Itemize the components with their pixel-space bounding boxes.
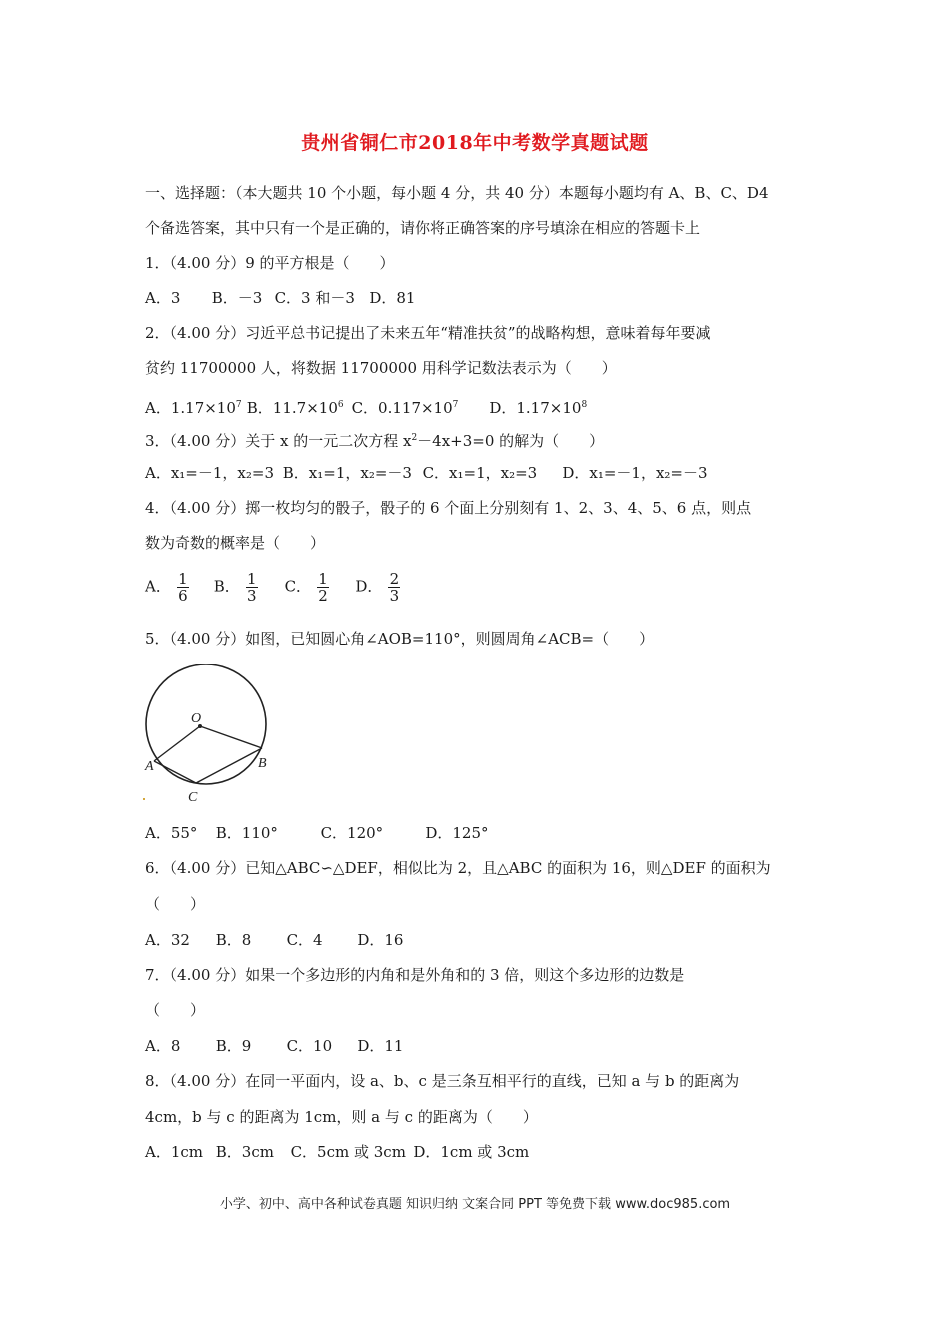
q2-option-b: B．$11.7\times 10^6$: [246, 399, 344, 417]
radius-oa: [154, 726, 200, 761]
q6-option-c: C．4: [286, 931, 323, 949]
question-4-options: [145, 571, 400, 604]
question-1-stem: 1．（4.00 分）9 的平方根是（ ）: [145, 254, 395, 272]
question-2-options: [145, 394, 587, 419]
q2-option-a: A．$1.17\times 10^7$: [145, 399, 242, 417]
question-2-stem-line-2: 贫约 11700000 人，将数据 11700000 用科学记数法表示为（ ）: [145, 359, 617, 377]
q4-option-c: C． $\frac{1}{2}$: [284, 570, 328, 605]
question-7-stem-line-1: 7．（4.00 分）如果一个多边形的内角和是外角和的 3 倍，则这个多边形的边数是: [145, 966, 685, 984]
q8-option-a: A．1cm: [145, 1143, 204, 1161]
q4-fraction-c: $\frac{1}{2}$: [318, 570, 328, 605]
q1-option-a: A．3: [145, 289, 181, 307]
q3-option-b: B．x₁=1，x₂=－3: [282, 464, 412, 482]
label-c: C: [188, 790, 198, 805]
question-4-stem-line-2: 数为奇数的概率是（ ）: [145, 534, 326, 552]
label-o: O: [191, 711, 202, 726]
q4-fraction-d: $\frac{2}{3}$: [389, 570, 400, 605]
q2-option-c: C．$0.117\times 10^7$: [351, 399, 459, 417]
q7-option-c: C．10: [286, 1037, 333, 1055]
question-3-stem: 3．（4.00 分）关于 x 的一元二次方程 $x^2-4x+3=0$ 的解为（ ）: [145, 432, 605, 450]
q4-fraction-b: $\frac{1}{3}$: [247, 570, 257, 605]
q3-option-c: C．x₁=1，x₂=3: [422, 464, 538, 482]
question-5-options: [145, 822, 489, 844]
label-a: A: [145, 759, 154, 774]
q2-option-d: D．$1.17\times 10^8$: [489, 399, 588, 417]
question-4-stem-line-1: 4．（4.00 分）掷一枚均匀的骰子，骰子的 6 个面上分别刻有 1、2、3、4、5、6 点，则点: [145, 499, 752, 517]
section-instructions-line-1: 一、选择题：（本大题共 10 个小题，每小题 4 分，共 40 分）本题每小题均有 A、B、C、D4: [145, 184, 769, 202]
q6-option-d: D．16: [357, 931, 404, 949]
q4-option-b: B． $\frac{1}{3}$: [213, 570, 257, 605]
radius-ob: [200, 726, 262, 748]
q1-option-c: C．3 和－3: [274, 289, 355, 307]
chord-cb: [196, 748, 262, 783]
question-8-stem-line-2: 4cm，b 与 c 的距离为 1cm，则 a 与 c 的距离为（ ）: [145, 1108, 538, 1126]
q3-option-d: D．x₁=－1，x₂=－3: [562, 464, 708, 482]
question-5-stem: 5．（4.00 分）如图，已知圆心角∠AOB=110°，则圆周角∠ACB=（ ）: [145, 630, 655, 648]
label-b: B: [258, 756, 267, 771]
q6-option-a: A．32: [145, 931, 190, 949]
q5-option-a: A．55°: [145, 824, 198, 842]
question-7-stem-line-2: （ ）: [145, 1001, 206, 1019]
q5-option-d: D．125°: [425, 824, 489, 842]
question-8-options: [145, 1141, 529, 1163]
q4-option-a: A． $\frac{1}{6}$: [145, 570, 188, 605]
page-title: 贵州省铜仁市2018年中考数学真题试题: [301, 132, 649, 154]
q5-option-b: B．110°: [215, 824, 278, 842]
q3-option-a: A．x₁=－1，x₂=3: [145, 464, 275, 482]
stray-dot: [143, 798, 145, 800]
q7-option-d: D．11: [357, 1037, 404, 1055]
q1-option-d: D．81: [369, 289, 416, 307]
q5-option-c: C．120°: [320, 824, 384, 842]
circle-angle-figure: [140, 664, 275, 812]
q4-option-d: D． $\frac{2}{3}$: [355, 570, 400, 605]
q8-option-c: C．5cm 或 3cm: [290, 1143, 406, 1161]
question-3-options: [145, 462, 708, 484]
q7-option-a: A．8: [145, 1037, 181, 1055]
q8-option-b: B．3cm: [215, 1143, 274, 1161]
q7-option-b: B．9: [215, 1037, 252, 1055]
question-7-options: [145, 1035, 403, 1057]
question-6-options: [145, 929, 403, 951]
chord-ac: [154, 761, 196, 783]
footer-text: 小学、初中、高中各种试卷真题 知识归纳 文案合同 PPT 等免费下载 www.doc985.com: [219, 1197, 731, 1212]
q4-fraction-a: $\frac{1}{6}$: [178, 570, 188, 605]
section-instructions-line-2: 个备选答案，其中只有一个是正确的，请你将正确答案的序号填涂在相应的答题卡上: [145, 219, 701, 237]
q8-option-d: D．1cm 或 3cm: [413, 1143, 530, 1161]
question-1-options: [145, 287, 415, 309]
question-6-stem-line-2: （ ）: [145, 895, 206, 913]
question-6-stem-line-1: 6．（4.00 分）已知△ABC∽△DEF，相似比为 2，且△ABC 的面积为 16，则△DEF 的面积为: [145, 859, 771, 877]
question-8-stem-line-1: 8．（4.00 分）在同一平面内，设 a、b、c 是三条互相平行的直线，已知 a 与 b 的距离为: [145, 1072, 740, 1090]
q6-option-b: B．8: [215, 931, 252, 949]
q1-option-b: B．－3: [211, 289, 263, 307]
question-2-stem-line-1: 2．（4.00 分）习近平总书记提出了未来五年“精准扶贫”的战略构想，意味着每年要减: [145, 324, 711, 342]
